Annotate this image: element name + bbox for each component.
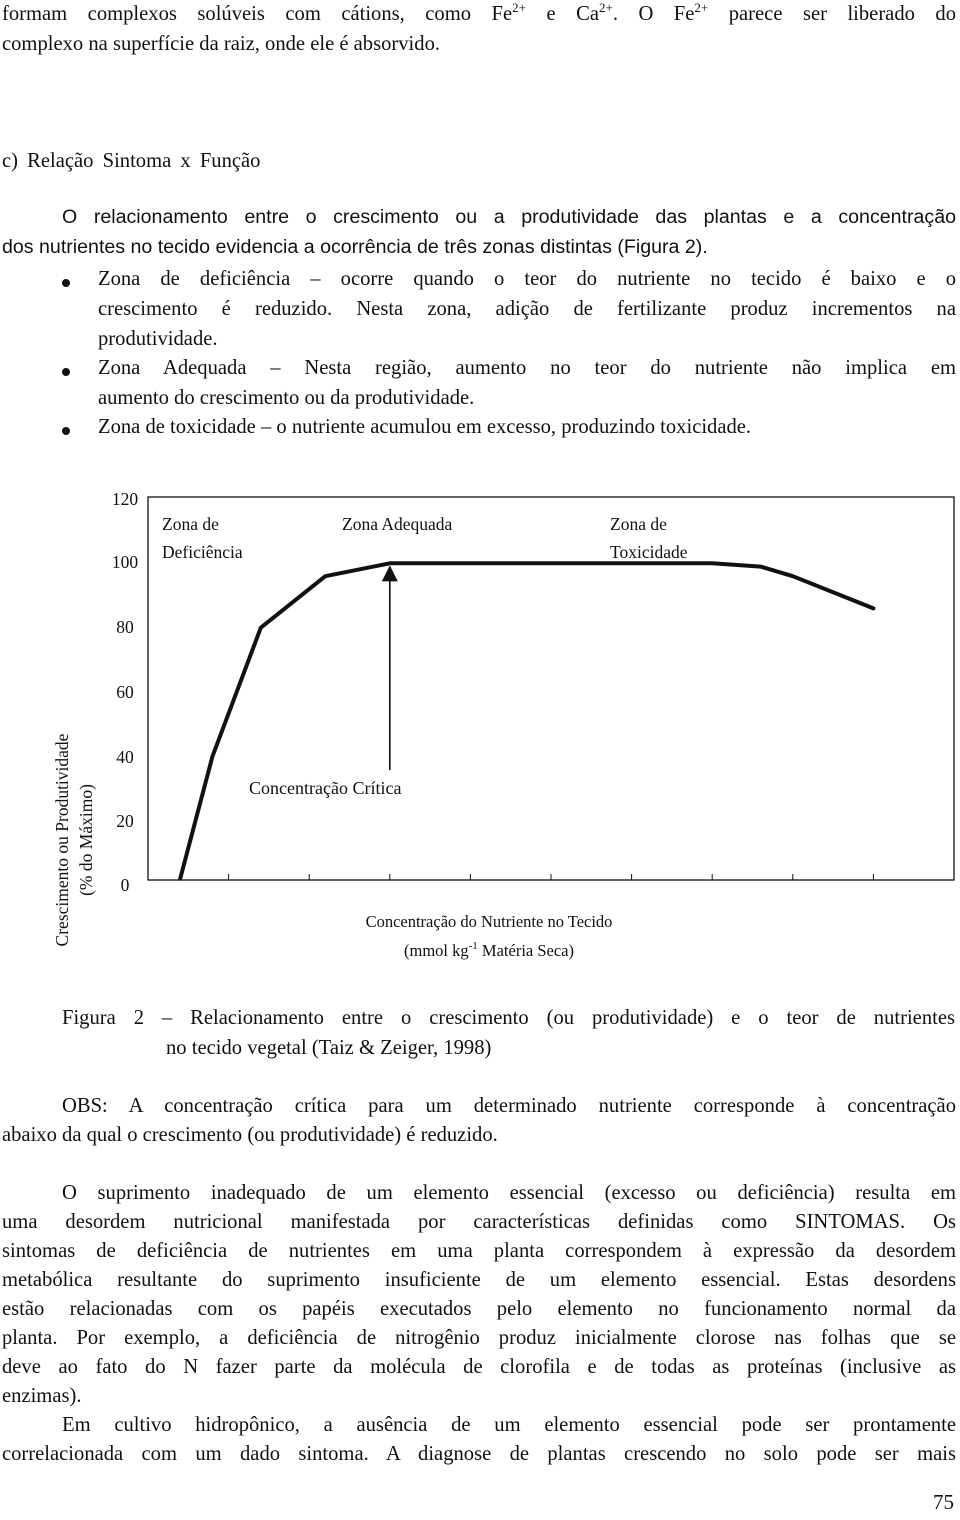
paragraph-2-line: correlacionada com um dado sintoma. A diagnose de plantas crescendo no solo pode ser mais (2, 1443, 956, 1465)
bullet-2-line-1: Zona Adequada – Nesta região, aumento no teor do nutriente não implica em (98, 357, 956, 379)
zone-toxicity-label-line-2: Toxicidade (610, 542, 688, 562)
bullet-dot (62, 427, 70, 435)
x-axis-label-line-1: Concentração do Nutriente no Tecido (365, 912, 613, 931)
y-tick-labels (112, 489, 139, 895)
figure-2-chart (0, 470, 960, 970)
y-tick-label: 40 (116, 747, 134, 767)
figure-caption-line-2: no tecido vegetal (Taiz & Zeiger, 1998) (166, 1037, 492, 1059)
plot-frame (148, 497, 954, 880)
figure-caption-line-1: Figura 2 – Relacionamento entre o crescimento (ou produtividade) e o teor de nutrientes (62, 1007, 955, 1029)
intro-line-1: O relacionamento entre o crescimento ou a produtividade das plantas e a concentração (62, 206, 956, 228)
top-paragraph-line-1: formam complexos solúveis com cátions, como $Fe^{2+}$ e $Ca^{2+}$. O $Fe^{2+}$ parece ser liberado do (2, 0, 956, 25)
bullet-2-line-2: aumento do crescimento ou da produtividade. (98, 387, 475, 409)
paragraph-1-line: O suprimento inadequado de um elemento essencial (excesso ou deficiência) resulta em (62, 1182, 956, 1204)
y-tick-label: 60 (116, 682, 134, 702)
page-number: 75 (933, 1490, 954, 1514)
critical-concentration-label: Concentração Crítica (249, 778, 402, 798)
paragraph-1-line: enzimas). (2, 1385, 82, 1407)
y-tick-label: 120 (111, 489, 139, 509)
y-axis-label-line-2: (% do Máximo) (76, 784, 96, 896)
x-axis-label-line-2: (mmol $kg^{-1}$ Matéria Seca) (404, 940, 574, 960)
bullet-dot (62, 279, 70, 287)
bullet-1-line-1: Zona de deficiência – ocorre quando o teor do nutriente no tecido é baixo e o (98, 268, 956, 290)
zone-toxicity-label-line-1: Zona de (610, 514, 667, 534)
growth-curve (180, 563, 873, 878)
section-heading: c) Relação Sintoma x Função (2, 150, 261, 172)
y-axis-label-line-1: Crescimento ou Produtividade (52, 733, 72, 947)
paragraph-1-line: sintomas de deficiência de nutrientes em uma planta correspondem à expressão da desordem (2, 1240, 956, 1262)
bullet-1-line-2: crescimento é reduzido. Nesta zona, adição de fertilizante produz incrementos na (98, 298, 956, 320)
paragraph-1-line: planta. Por exemplo, a deficiência de nitrogênio produz inicialmente clorose nas folhas que se (2, 1327, 956, 1349)
paragraph-2-line: Em cultivo hidropônico, a ausência de um elemento essencial pode ser prontamente (62, 1414, 956, 1436)
paragraph-1-line: deve ao fato do N fazer parte da molécula de clorofila e de todas as proteínas (inclusive as (2, 1356, 956, 1378)
critical-concentration-arrow-head (382, 565, 398, 581)
bullet-1-line-3: produtividade. (98, 328, 218, 350)
y-tick-label: 80 (116, 617, 134, 637)
paragraph-1-line: uma desordem nutricional manifestada por características definidas como SINTOMAS. Os (2, 1211, 956, 1233)
bullet-dot (62, 368, 70, 376)
obs-line-2: abaixo da qual o crescimento (ou produtividade) é reduzido. (2, 1124, 498, 1146)
y-tick-label: 20 (116, 811, 134, 831)
intro-line-2: dos nutrientes no tecido evidencia a ocorrência de três zonas distintas (Figura 2). (2, 236, 708, 258)
y-tick-label: 0 (120, 875, 130, 895)
paragraph-1-line: estão relacionadas com os papéis executados pelo elemento no funcionamento normal da (2, 1298, 956, 1320)
paragraph-1-line: metabólica resultante do suprimento insuficiente de um elemento essencial. Estas desordens (2, 1269, 956, 1291)
zone-deficiency-label-line-2: Deficiência (162, 542, 243, 562)
obs-line-1: OBS: A concentração crítica para um determinado nutriente corresponde à concentração (62, 1095, 956, 1117)
zone-deficiency-label-line-1: Zona de (162, 514, 219, 534)
top-paragraph-line-2: complexo na superfície da raiz, onde ele é absorvido. (2, 33, 441, 55)
x-tick-marks (229, 874, 874, 880)
bullet-3-line-1: Zona de toxicidade – o nutriente acumulou em excesso, produzindo toxicidade. (98, 416, 752, 438)
y-tick-label: 100 (111, 552, 139, 572)
zone-adequate-label: Zona Adequada (342, 514, 453, 534)
